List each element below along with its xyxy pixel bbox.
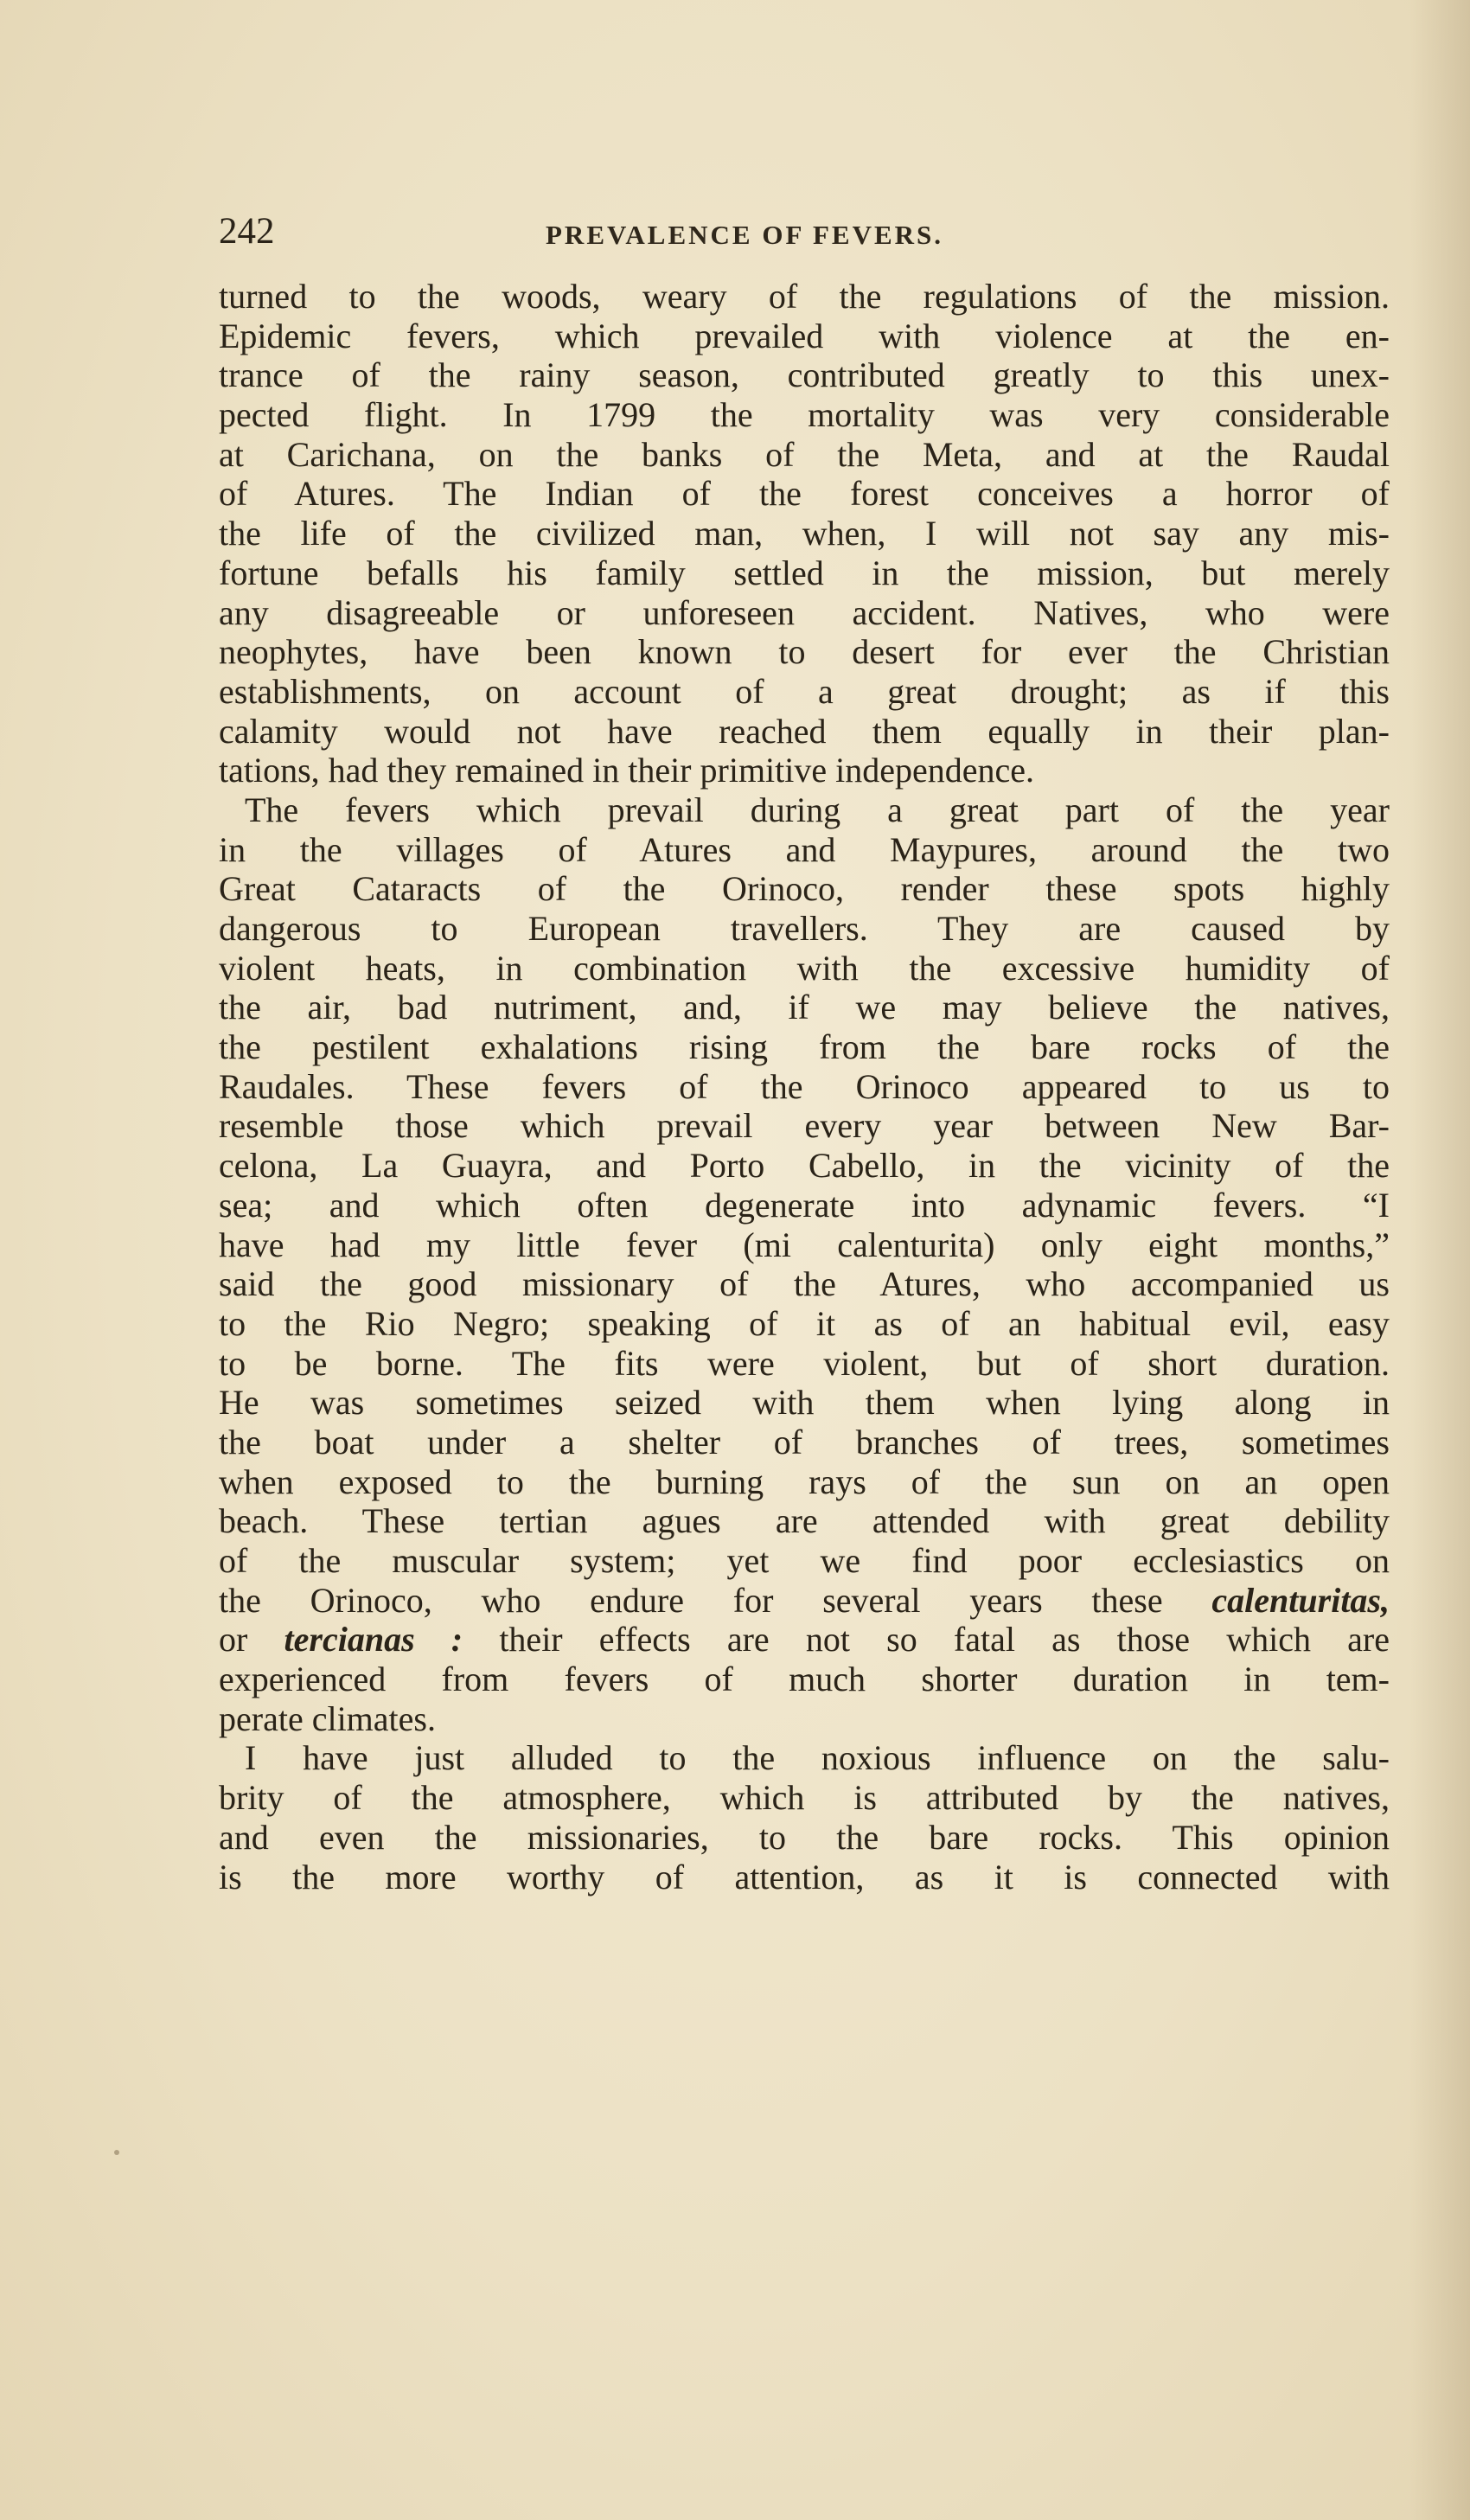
text-line — [219, 1620, 1390, 1660]
text-line: dangerous to European travellers. They are caused by — [219, 909, 1390, 948]
text-run: the Orinoco, who endure for several years these — [219, 1580, 1212, 1620]
text-line: calamity would not have reached them equally in their plan- — [219, 711, 1390, 751]
body-text — [219, 277, 1390, 1896]
page-number: 242 — [219, 211, 275, 252]
text-line: brity of the atmosphere, which is attributed by the natives, — [219, 1778, 1390, 1818]
text-line: The fevers which prevail during a great part of the year — [245, 790, 1390, 829]
text-line: Great Cataracts of the Orinoco, render these spots highly — [219, 869, 1390, 909]
text-line: celona, La Guayra, and Porto Cabello, in the vicinity of the — [219, 1146, 1390, 1186]
text-line: to the Rio Negro; speaking of it as of an habitual evil, easy — [219, 1303, 1390, 1343]
text-line: have had my little fever (mi calenturita) only eight months,” — [219, 1225, 1390, 1264]
text-line: beach. These tertian agues are attended with great debility — [219, 1501, 1390, 1541]
text-line: sea; and which often degenerate into adynamic fevers. “I — [219, 1185, 1390, 1225]
text-line: turned to the woods, weary of the regulations of the mission. — [219, 277, 1390, 316]
text-line: trance of the rainy season, contributed greatly to this unex- — [219, 355, 1390, 395]
text-line: the boat under a shelter of branches of trees, sometimes — [219, 1422, 1390, 1461]
text-line: in the villages of Atures and Maypures, around the two — [219, 829, 1390, 869]
running-head: PREVALENCE OF FEVERS. — [546, 220, 944, 250]
text-line: pected flight. In 1799 the mortality was very considerable — [219, 395, 1390, 435]
text-line: to be borne. The fits were violent, but of short duration. — [219, 1343, 1390, 1383]
italic-term: calenturitas, — [1211, 1580, 1390, 1620]
text-line: any disagreeable or unforeseen accident. Natives, who were — [219, 592, 1390, 632]
text-line: resemble those which prevail every year between New Bar- — [219, 1106, 1390, 1146]
text-line: the life of the civilized man, when, I will not say any mis- — [219, 514, 1390, 553]
text-line: tations, had they remained in their primitive independence. — [219, 751, 1035, 790]
paper-speck — [114, 2150, 119, 2155]
text-run: or — [219, 1620, 284, 1660]
text-line: violent heats, in combination with the excessive humidity of — [219, 948, 1390, 988]
text-line: the air, bad nutriment, and, if we may believe the natives, — [219, 988, 1390, 1027]
text-run: their effects are not so fatal as those which are — [463, 1620, 1390, 1660]
text-line: is the more worthy of attention, as it is connected with — [219, 1857, 1390, 1896]
text-line: perate climates. — [219, 1698, 436, 1738]
text-line: when exposed to the burning rays of the sun on an open — [219, 1461, 1390, 1501]
text-line: said the good missionary of the Atures, who accompanied us — [219, 1264, 1390, 1304]
italic-term: tercianas : — [284, 1620, 463, 1660]
text-line: establishments, on account of a great drought; as if this — [219, 671, 1390, 711]
page-header — [219, 206, 1386, 258]
text-line: experienced from fevers of much shorter duration in tem- — [219, 1660, 1390, 1699]
text-line: neophytes, have been known to desert for ever the Christian — [219, 632, 1390, 672]
text-line: Raudales. These fevers of the Orinoco appeared to us to — [219, 1066, 1390, 1106]
text-line: of the muscular system; yet we find poor ecclesiastics on — [219, 1541, 1390, 1580]
text-line: Epidemic fevers, which prevailed with violence at the en- — [219, 316, 1390, 355]
text-line: I have just alluded to the noxious influence on the salu- — [245, 1738, 1390, 1778]
text-line: of Atures. The Indian of the forest conceives a horror of — [219, 474, 1390, 514]
text-line: fortune befalls his family settled in the mission, but merely — [219, 553, 1390, 592]
text-line: at Carichana, on the banks of the Meta, and at the Raudal — [219, 434, 1390, 474]
text-line: He was sometimes seized with them when lying along in — [219, 1383, 1390, 1423]
text-line — [219, 1581, 1390, 1621]
page-edge-shadow — [1409, 0, 1470, 2520]
text-line: and even the missionaries, to the bare rocks. This opinion — [219, 1817, 1390, 1857]
text-line: the pestilent exhalations rising from the bare rocks of the — [219, 1027, 1390, 1067]
